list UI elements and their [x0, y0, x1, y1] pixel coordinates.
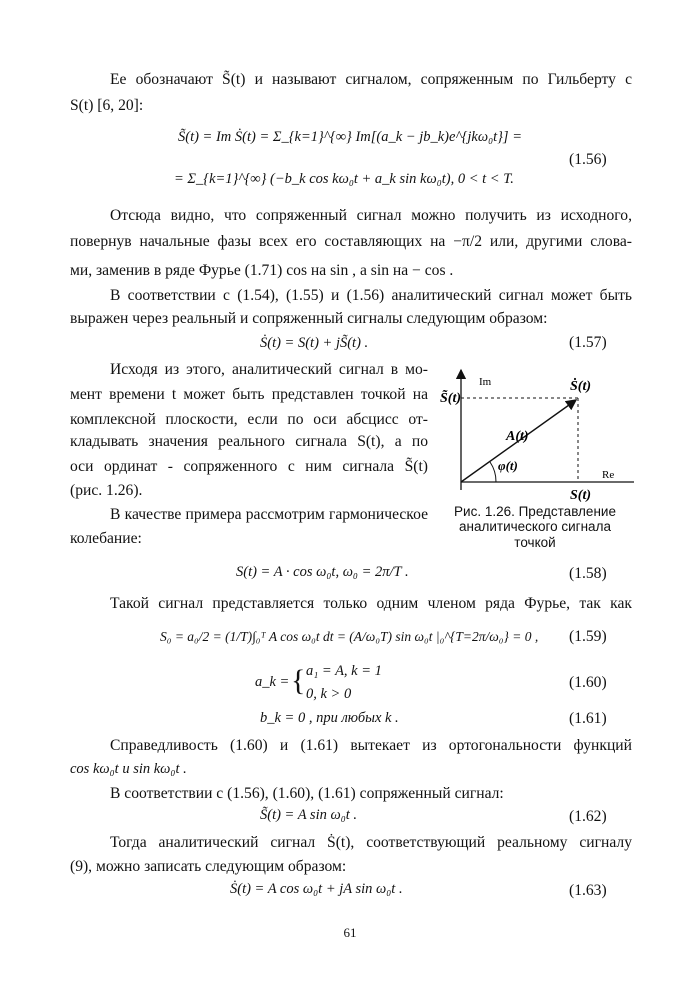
- equation-1-62-number: (1.62): [569, 808, 607, 825]
- analytic-signal-label: Ṡ(t): [570, 379, 591, 394]
- paragraph-4-line-6: (рис. 1.26).: [70, 482, 143, 499]
- equation-1-63: Ṡ(t) = A cos ω₀t + jA sin ω₀t .: [230, 881, 403, 897]
- paragraph-3-line-1: В соответствии с (1.54), (1.55) и (1.56) аналитический сигнал может быть: [110, 287, 632, 304]
- equation-1-60-case-1: a₁ = A, k = 1: [306, 663, 382, 679]
- paragraph-4-line-2: мент времени t может быть представлен точкой на: [70, 386, 428, 403]
- paragraph-1-line-1: Ее обозначают S̃(t) и называют сигналом, сопряженным по Гильберту с: [110, 71, 632, 88]
- paragraph-2-line-1: Отсюда видно, что сопряженный сигнал можно получить из исходного,: [110, 207, 632, 224]
- equation-1-58-number: (1.58): [569, 565, 607, 582]
- equation-1-57: Ṡ(t) = S(t) + jS̃(t) .: [260, 335, 369, 351]
- equation-1-57-number: (1.57): [569, 334, 607, 351]
- page-number: 61: [343, 925, 357, 940]
- paragraph-4-line-3: комплексной плоскости, если по оси абсцисс от-: [70, 411, 428, 428]
- equation-1-60-brace: {: [291, 664, 306, 697]
- paragraph-5-line-1: В качестве примера рассмотрим гармоническое: [110, 506, 428, 523]
- equation-1-56-number: (1.56): [569, 151, 607, 168]
- paragraph-2-line-3: ми, заменив в ряде Фурье (1.71) cos на sin , а sin на − cos .: [70, 262, 454, 279]
- figure-1-26: [440, 366, 640, 502]
- figure-caption-line-1: Рис. 1.26. Представление: [454, 504, 616, 519]
- equation-1-61: b_k = 0 , при любых k .: [260, 710, 399, 726]
- equation-1-61-number: (1.61): [569, 710, 607, 727]
- equation-1-62: S̃(t) = A sin ω₀t .: [260, 807, 358, 823]
- paragraph-5-line-2: колебание:: [70, 530, 142, 547]
- paragraph-1-line-2: S(t) [6, 20]:: [70, 97, 144, 114]
- equation-1-56-line-2: = Σ_{k=1}^{∞} (−b_k cos kω₀t + a_k sin kω₀t), 0 < t < T.: [174, 171, 514, 187]
- paragraph-4-line-5: оси ординат - сопряженного с ним сигнала S̃(t): [70, 458, 428, 475]
- paragraph-4-line-1: Исходя из этого, аналитический сигнал в мо-: [110, 361, 428, 378]
- paragraph-9-line-2: (9), можно записать следующим образом:: [70, 858, 347, 875]
- equation-1-58: S(t) = A · cos ω₀t, ω₀ = 2π/T .: [236, 564, 409, 580]
- paragraph-2-line-2: повернув начальные фазы всех его составляющих на −π/2 или, другими слова-: [70, 233, 632, 250]
- paragraph-8-line-1: В соответствии с (1.56), (1.60), (1.61) сопряженный сигнал:: [110, 785, 504, 802]
- equation-1-59-number: (1.59): [569, 628, 607, 645]
- paragraph-4-line-4: кладывать значения реального сигнала S(t), а по: [70, 433, 428, 450]
- paragraph-7-line-1: Справедливость (1.60) и (1.61) вытекает из ортогональности функций: [110, 737, 632, 754]
- equation-1-63-number: (1.63): [569, 882, 607, 899]
- equation-1-60-number: (1.60): [569, 674, 607, 691]
- paragraph-7-line-2: cos kω₀t и sin kω₀t .: [70, 761, 187, 777]
- phase-label: φ(t): [498, 458, 518, 473]
- figure-caption-line-3: точкой: [514, 535, 556, 550]
- equation-1-60-lhs: a_k =: [255, 674, 290, 690]
- amplitude-label: A(t): [506, 429, 529, 444]
- re-label: Re: [602, 469, 615, 481]
- equation-1-56-line-1: S̃(t) = Im Ṡ(t) = Σ_{k=1}^{∞} Im[(a_k − jb_k)e^{jkω₀t}] =: [178, 129, 522, 145]
- im-label: Im: [479, 376, 492, 388]
- phase-angle-arc: [490, 462, 496, 482]
- paragraph-6-line-1: Такой сигнал представляется только одним членом ряда Фурье, так как: [110, 595, 632, 612]
- equation-1-59: S₀ = a₀/2 = (1/T)∫₀ᵀ A cos ω₀t dt = (A/ω₀T) sin ω₀t |₀^{T=2π/ω₀} = 0 ,: [160, 629, 539, 644]
- paragraph-3-line-2: выражен через реальный и сопряженный сигналы следующим образом:: [70, 310, 548, 327]
- conjugate-signal-label: S̃(t): [440, 391, 461, 406]
- real-signal-label: S(t): [570, 488, 591, 502]
- paragraph-9-line-1: Тогда аналитический сигнал Ṡ(t), соответствующий реальному сигналу: [110, 834, 632, 851]
- equation-1-60-case-2: 0, k > 0: [306, 686, 352, 702]
- figure-caption-line-2: аналитического сигнала: [459, 519, 611, 534]
